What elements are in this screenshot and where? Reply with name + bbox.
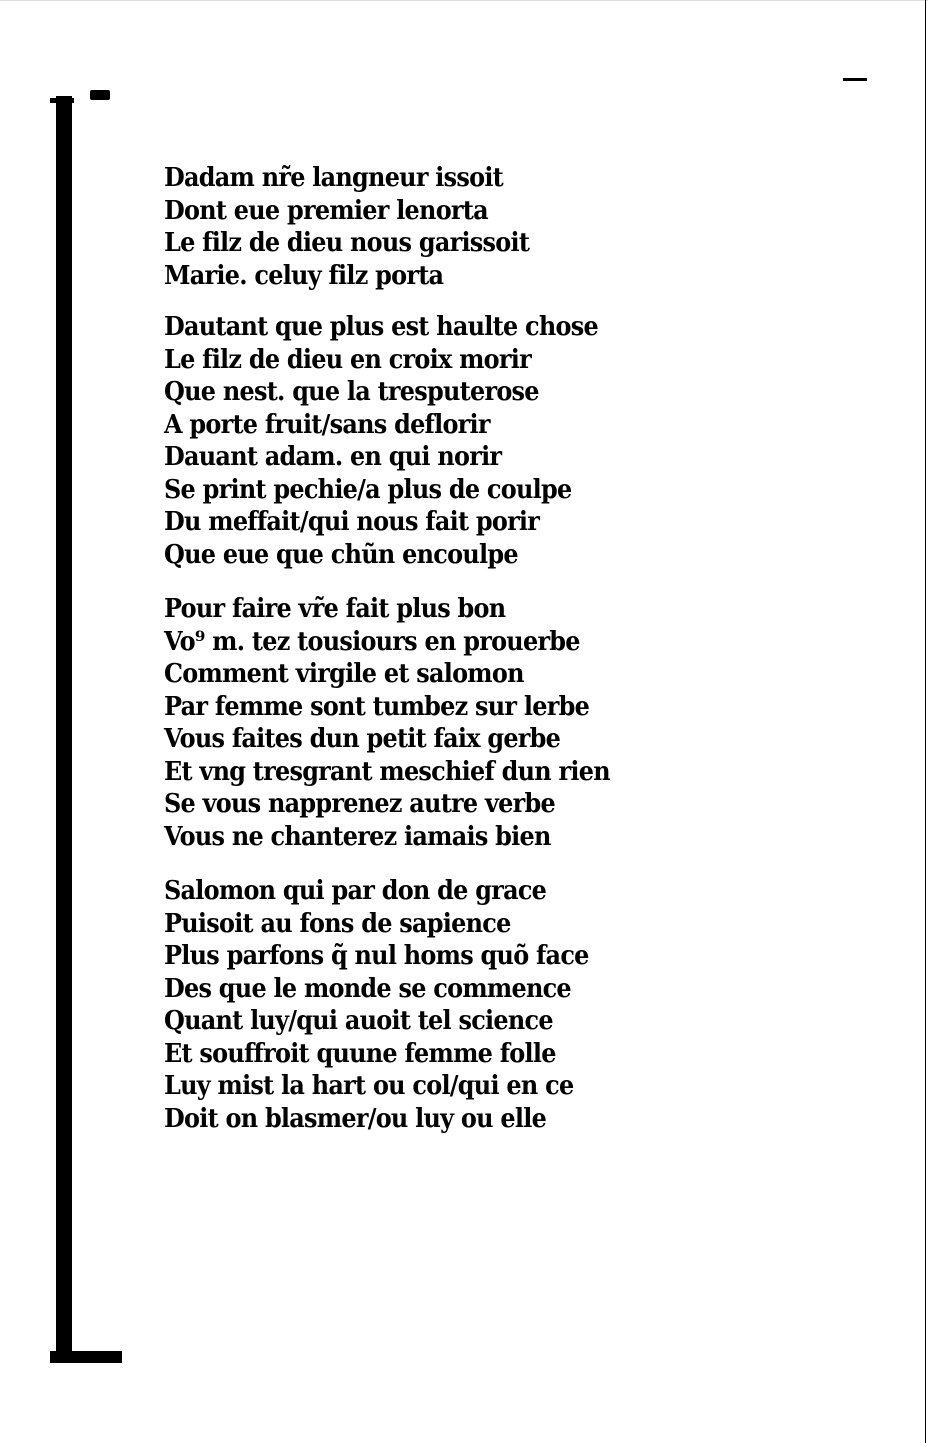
- verse-line: Se print pechie/a plus de coulpe: [164, 474, 572, 505]
- verse-line: Quant luy/qui auoit tel science: [164, 1006, 553, 1036]
- stanza-1: [164, 162, 624, 292]
- verse-line: Salomon qui par don de grace: [164, 876, 547, 906]
- verse-line: Dautant que plus est haulte chose: [164, 312, 598, 342]
- stanza-2: [164, 311, 624, 571]
- verse-line: Des que le monde se commence: [164, 973, 571, 1004]
- verse-line: Dadam nr̃e langneur issoit: [164, 163, 503, 193]
- verse-line: Que nest. que la tresputerose: [164, 377, 539, 407]
- stanza-4: [164, 875, 624, 1135]
- poem-text: [164, 162, 624, 1135]
- verse-line: Doit on blasmer/ou luy ou elle: [164, 1103, 547, 1134]
- verse-line: Dauant adam. en qui norir: [164, 442, 502, 472]
- scan-mark-top-right: [843, 78, 867, 81]
- verse-line: A porte fruit/sans deflorir: [164, 409, 490, 440]
- binding-shadow-bar: [56, 96, 72, 1360]
- stanza-3: [164, 593, 624, 853]
- verse-line: Par femme sont tumbez sur lerbe: [164, 691, 590, 722]
- verse-line: Dont eue premier lenorta: [164, 195, 488, 226]
- verse-line: Le filz de dieu en croix morir: [164, 344, 531, 375]
- scan-mark-top-left-blot: [90, 90, 110, 100]
- verse-line: Vo⁹ m. tez tousiours en prouerbe: [164, 626, 580, 657]
- verse-line: Vous ne chanterez iamais bien: [164, 821, 551, 852]
- verse-line: Plus parfons q̃ nul homs quõ face: [164, 941, 589, 971]
- verse-line: Puisoit au fons de sapience: [164, 908, 511, 939]
- verse-line: Luy mist la hart ou col/qui en ce: [164, 1071, 574, 1101]
- verse-line: Le filz de dieu nous garissoit: [164, 228, 530, 258]
- scan-mark-top-left: [50, 98, 74, 103]
- verse-line: Du meffait/qui nous fait porir: [164, 507, 540, 537]
- verse-line: Et vng tresgrant meschief dun rien: [164, 756, 610, 787]
- verse-line: Marie. celuy filz porta: [164, 260, 444, 291]
- verse-line: Et souffroit quune femme folle: [164, 1038, 556, 1069]
- verse-line: Vous faites dun petit faix gerbe: [164, 724, 561, 754]
- page-right-edge: [925, 0, 926, 1443]
- verse-line: Que eue que chũn encoulpe: [164, 539, 518, 570]
- verse-line: Pour faire vr̃e fait plus bon: [164, 594, 506, 624]
- verse-line: Se vous napprenez autre verbe: [164, 789, 555, 819]
- page-top-edge: [0, 0, 928, 1]
- binding-shadow-foot: [50, 1351, 122, 1363]
- verse-line: Comment virgile et salomon: [164, 659, 524, 689]
